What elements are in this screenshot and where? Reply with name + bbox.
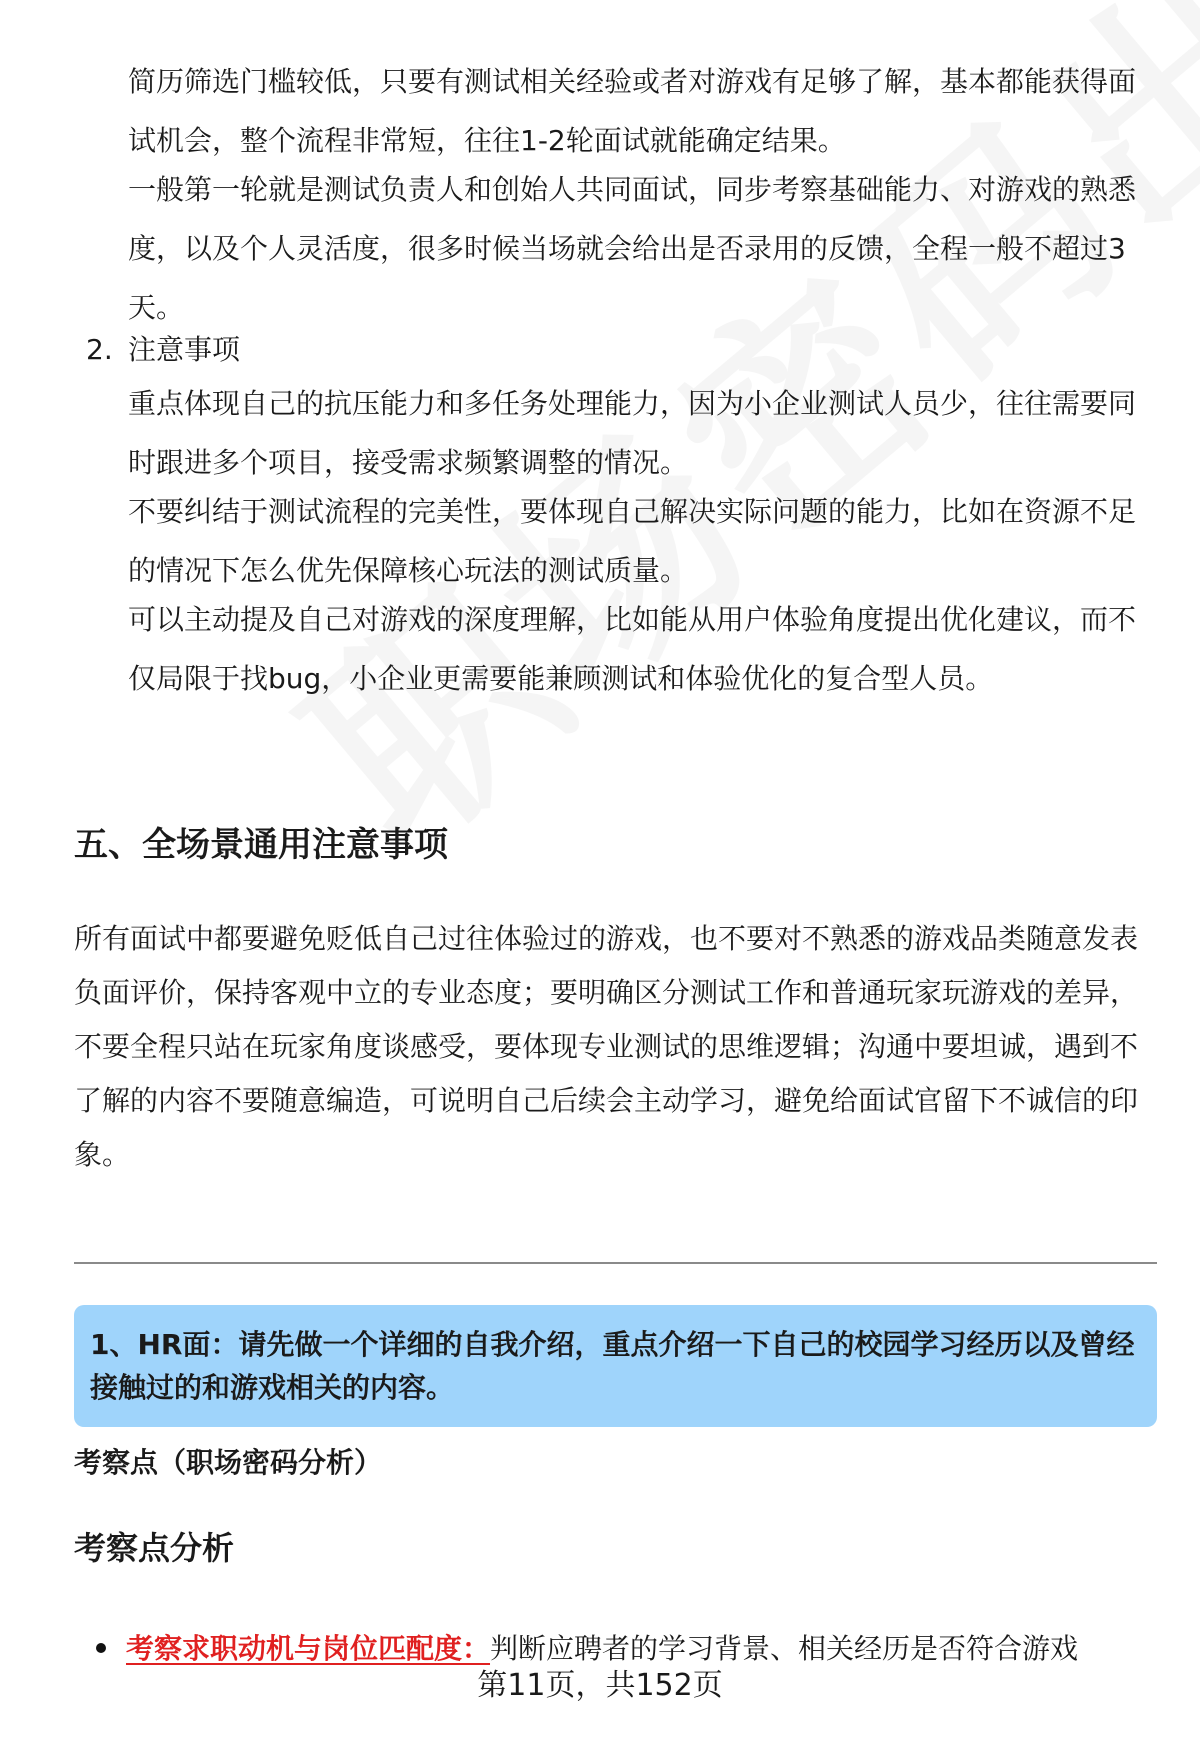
bullet-icon [96,1643,106,1653]
section-heading: 五、全场景通用注意事项 [74,825,448,865]
paragraph-understanding: 可以主动提及自己对游戏的深度理解，比如能从用户体验角度提出优化建议，而不仅局限于找bug，小企业更需要能兼顾测试和体验优化的复合型人员。 [128,603,1137,695]
paragraph-practical: 不要纠结于测试流程的完美性，要体现自己解决实际问题的能力，比如在资源不足的情况下怎么优先保障核心玩法的测试质量。 [128,495,1137,587]
analysis-heading: 考察点分析 [74,1529,235,1567]
question-text: 1、HR面：请先做一个详细的自我介绍，重点介绍一下自己的校园学习经历以及曾经接触过的和游戏相关的内容。 [90,1328,1135,1404]
bullet-label-link[interactable]: 考察求职动机与岗位匹配度： [126,1632,491,1665]
bullet-text: 判断应聘者的学习背景、相关经历是否符合游戏 [490,1632,1079,1665]
divider [74,1262,1157,1264]
paragraph-first-round: 一般第一轮就是测试负责人和创始人共同面试，同步考察基础能力、对游戏的熟悉度，以及个人灵活度，很多时候当场就会给出是否录用的反馈，全程一般不超过3天。 [128,173,1137,324]
page-footer: 第11页，共152页 [477,1668,723,1703]
subheading: 考察点（职场密码分析） [74,1446,383,1479]
question-box [74,1305,1157,1427]
list-item-title: 注意事项 [128,333,241,366]
list-number: 2. [86,333,113,366]
paragraph-pressure: 重点体现自己的抗压能力和多任务处理能力，因为小企业测试人员少，往往需要同时跟进多个项目，接受需求频繁调整的情况。 [128,387,1137,479]
section-body: 所有面试中都要避免贬低自己过往体验过的游戏，也不要对不熟悉的游戏品类随意发表负面评价，保持客观中立的专业态度；要明确区分测试工作和普通玩家玩游戏的差异，不要全程只站在玩家角度谈感受，要体现专业测试的思维逻辑；沟通中要坦诚，遇到不了解的内容不要随意编造，可说明自己后续会主动学习，避免给面试官留下不诚信的印象。 [74,922,1139,1171]
paragraph-screening: 简历筛选门槛较低，只要有测试相关经验或者对游戏有足够了解，基本都能获得面试机会，整个流程非常短，往往1-2轮面试就能确定结果。 [128,65,1137,157]
